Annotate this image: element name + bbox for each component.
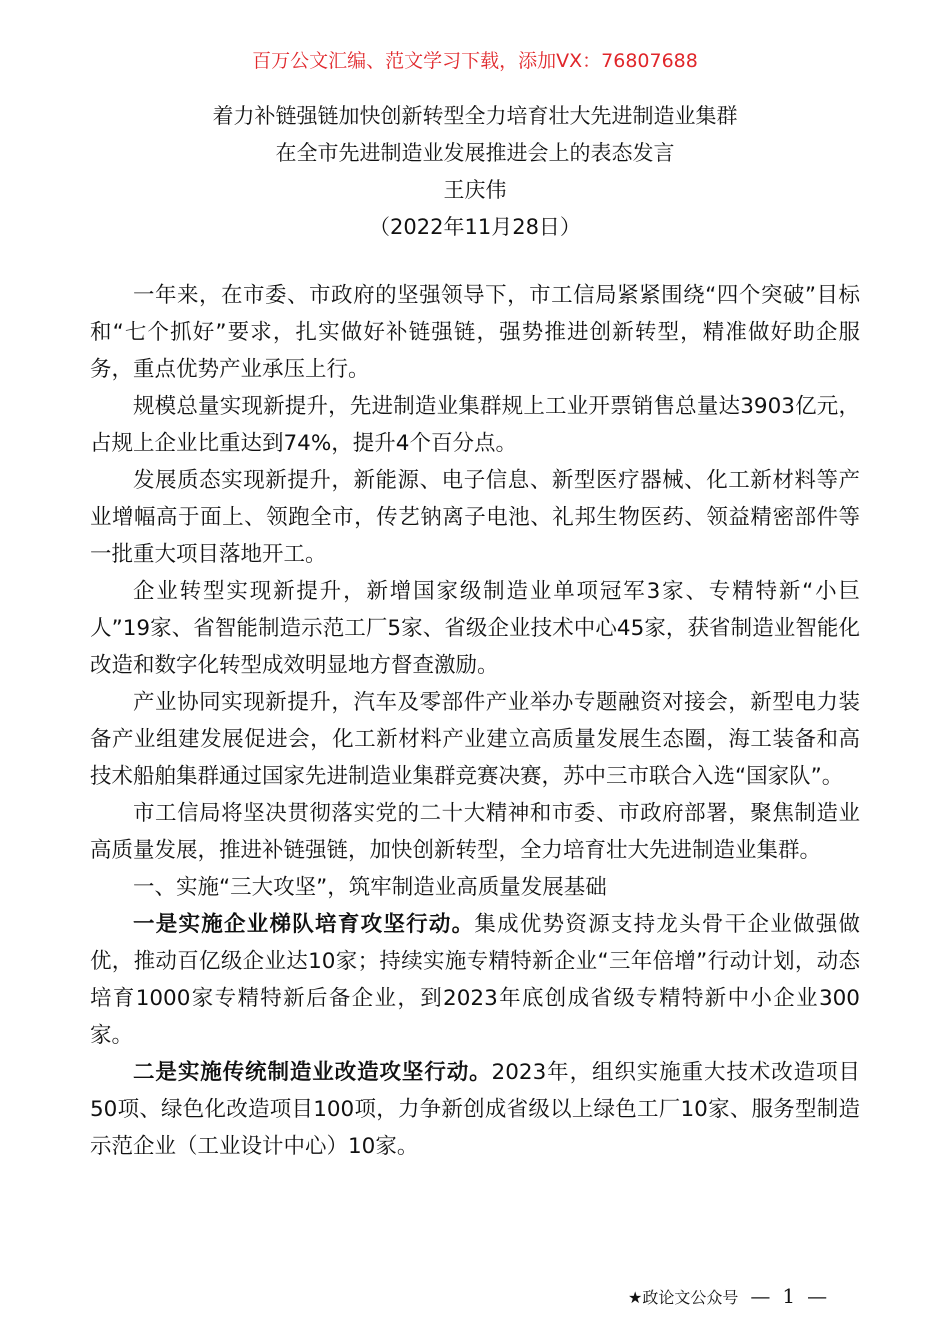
section-heading: 一、实施“三大攻坚”，筑牢制造业高质量发展基础	[133, 875, 607, 900]
dash: —	[750, 1284, 771, 1308]
paragraph: 一年来，在市委、市政府的坚强领导下，市工信局紧紧围绕“四个突破”目标和“七个抓好”要求，扎实做好补链强链，强势推进创新转型，精准做好助企服务，重点优势产业承压上行。	[90, 283, 860, 382]
paragraph: 二是实施传统制造业改造攻坚行动。2023年，组织实施重大技术改造项目50项、绿色化改造项目100项，力争新创成省级以上绿色工厂10家、服务型制造示范企业（工业设计中心）10家。	[90, 1060, 860, 1159]
document-header	[0, 98, 950, 246]
page-footer	[628, 1284, 827, 1308]
author: 王庆伟	[443, 178, 507, 202]
dash: —	[807, 1284, 828, 1308]
page-number: 1	[782, 1284, 796, 1308]
paragraph: 一是实施企业梯队培育攻坚行动。集成优势资源支持龙头骨干企业做强做优，推动百亿级企业达10家；持续实施专精特新企业“三年倍增”行动计划，动态培育1000家专精特新后备企业，到2023年底创成省级专精特新中小企业300家。	[90, 912, 860, 1048]
document-body	[90, 277, 860, 1165]
paragraph: 发展质态实现新提升，新能源、电子信息、新型医疗器械、化工新材料等产业增幅高于面上、领跑全市，传艺钠离子电池、礼邦生物医药、领益精密部件等一批重大项目落地开工。	[90, 468, 860, 567]
paragraph: 市工信局将坚决贯彻落实党的二十大精神和市委、市政府部署，聚焦制造业高质量发展，推进补链强链，加快创新转型，全力培育壮大先进制造业集群。	[90, 801, 860, 863]
paragraph-lead: 一是实施企业梯队培育攻坚行动。	[133, 912, 475, 937]
document-title: 着力补链强链加快创新转型全力培育壮大先进制造业集群	[212, 104, 738, 128]
footer-source: ★政论文公众号	[628, 1287, 739, 1307]
paragraph: 企业转型实现新提升，新增国家级制造业单项冠军3家、专精特新“小巨人”19家、省智能制造示范工厂5家、省级企业技术中心45家，获省制造业智能化改造和数字化转型成效明显地方督查激励。	[90, 579, 860, 678]
paragraph: 规模总量实现新提升，先进制造业集群规上工业开票销售总量达3903亿元，占规上企业比重达到74%，提升4个百分点。	[90, 394, 860, 456]
date: （2022年11月28日）	[369, 215, 581, 239]
paragraph-lead: 二是实施传统制造业改造攻坚行动。	[133, 1060, 492, 1085]
document-subtitle: 在全市先进制造业发展推进会上的表态发言	[275, 141, 675, 165]
watermark-banner: 百万公文汇编、范文学习下载，添加VX：76807688	[252, 50, 698, 72]
paragraph: 产业协同实现新提升，汽车及零部件产业举办专题融资对接会，新型电力装备产业组建发展促进会，化工新材料产业建立高质量发展生态圈，海工装备和高技术船舶集群通过国家先进制造业集群竞赛决赛，苏中三市联合入选“国家队”。	[90, 690, 860, 789]
